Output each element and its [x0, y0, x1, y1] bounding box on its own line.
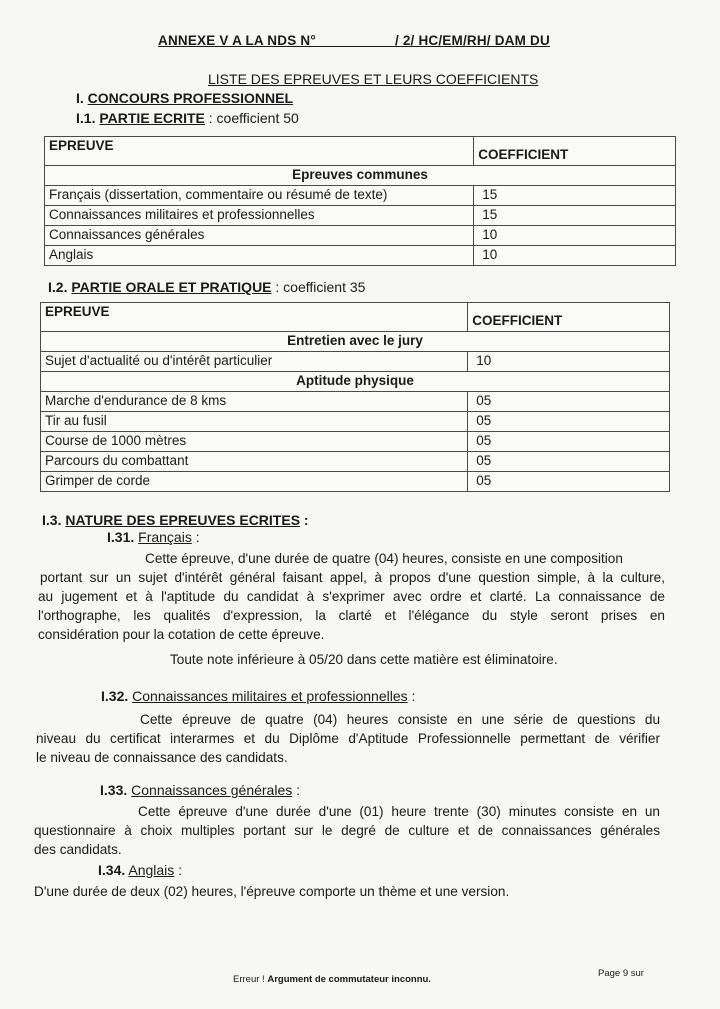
footer-error-text: Argument de commutateur inconnu.: [267, 974, 431, 985]
col-coefficient: COEFFICIENT: [468, 303, 670, 332]
epreuve-cell: Parcours du combattant: [41, 452, 468, 472]
epreuve-cell: Anglais: [45, 246, 474, 266]
table-row: [41, 472, 670, 492]
p34-line: D'une durée de deux (02) heures, l'épreuve comporte un thème et une version.: [34, 884, 510, 899]
p33-number: I.33.: [100, 782, 128, 798]
annex-header: [158, 33, 550, 48]
p34-number: I.34.: [98, 862, 126, 878]
written-table: [44, 136, 676, 266]
oral-number: I.2.: [48, 279, 68, 295]
p31-note: Toute note inférieure à 05/20 dans cette matière est éliminatoire.: [170, 652, 558, 667]
p32-line: niveau du certificat interarmes et du Diplôme d'Aptitude Professionnelle permettant de vérifier: [36, 731, 660, 746]
p32-number: I.32.: [101, 688, 129, 704]
section-title: [76, 90, 293, 106]
oral-title: PARTIE ORALE ET PRATIQUE: [71, 279, 272, 295]
group-label: Epreuves communes: [45, 166, 676, 186]
p31-line: au jugement et à l'aptitude du candidat à s'exprimer avec ordre et clarté. La connaissance de: [38, 589, 665, 604]
annex-prefix: ANNEXE V A LA NDS N°: [158, 33, 316, 48]
page-number: Page 9 sur: [598, 968, 644, 979]
coef-cell: 10: [468, 352, 670, 372]
p34-title: Anglais: [128, 862, 175, 878]
p33-line: questionnaire à choix multiples portant sur le degré de culture et de connaissances générales: [34, 823, 660, 838]
group-row: [45, 166, 676, 186]
table-header-row: [45, 137, 676, 166]
list-title: LISTE DES EPREUVES ET LEURS COEFFICIENTS: [208, 71, 539, 87]
oral-coef-text: : coefficient 35: [275, 279, 366, 295]
p32-line: le niveau de connaissance des candidats.: [36, 750, 288, 765]
p31-line: considération pour la cotation de cette épreuve.: [38, 627, 325, 642]
written-part-title: [76, 110, 299, 126]
p31-title: Français: [138, 529, 192, 545]
epreuve-cell: Connaissances militaires et professionnelles: [45, 206, 474, 226]
table-row: [45, 206, 676, 226]
table-row: [45, 186, 676, 206]
p31-line: portant sur un sujet d'intérêt général faisant appel, à propos d'une question simple, à la culture,: [40, 570, 665, 585]
coef-cell: 05: [468, 412, 670, 432]
group-label: Aptitude physique: [41, 372, 670, 392]
p31-line: l'orthographe, les qualités d'expression, la clarté et l'élégance du style seront prises en: [38, 608, 665, 623]
table-row: [45, 226, 676, 246]
table-row: [41, 432, 670, 452]
p33-heading: [100, 782, 300, 798]
group-row: [41, 332, 670, 352]
table-row: [41, 452, 670, 472]
epreuve-cell: Sujet d'actualité ou d'intérêt particulier: [41, 352, 468, 372]
p33-title: Connaissances générales: [131, 782, 293, 798]
coef-cell: 10: [474, 246, 676, 266]
p32-colon: :: [411, 688, 416, 704]
table-row: [41, 412, 670, 432]
table-row: [45, 246, 676, 266]
p31-number: I.31.: [107, 529, 135, 545]
epreuve-cell: Français (dissertation, commentaire ou résumé de texte): [45, 186, 474, 206]
coef-cell: 05: [468, 472, 670, 492]
table-row: [41, 392, 670, 412]
table-header-row: [41, 303, 670, 332]
nature-title: [42, 512, 309, 528]
written-title: PARTIE ECRITE: [99, 110, 205, 126]
group-row: [41, 372, 670, 392]
epreuve-cell: Connaissances générales: [45, 226, 474, 246]
coef-cell: 05: [468, 392, 670, 412]
footer-error: [233, 974, 431, 985]
col-epreuve: EPREUVE: [45, 137, 474, 166]
col-coefficient: COEFFICIENT: [474, 137, 676, 166]
p33-line: Cette épreuve d'une durée d'une (01) heure trente (30) minutes consiste en un: [138, 804, 660, 819]
epreuve-cell: Course de 1000 mètres: [41, 432, 468, 452]
p31-line: Cette épreuve, d'une durée de quatre (04) heures, consiste en une composition: [145, 551, 623, 566]
coef-cell: 05: [468, 432, 670, 452]
col-epreuve: EPREUVE: [41, 303, 468, 332]
oral-part-title: [48, 279, 365, 295]
p32-heading: [101, 688, 415, 704]
written-coef-text: : coefficient 50: [208, 110, 299, 126]
p31-heading: [107, 529, 200, 545]
nature-colon: :: [303, 512, 309, 528]
section-name: CONCOURS PROFESSIONNEL: [87, 90, 294, 106]
p33-line: des candidats.: [34, 842, 122, 857]
coef-cell: 10: [474, 226, 676, 246]
p32-line: Cette épreuve de quatre (04) heures consiste en une série de questions du: [140, 712, 660, 727]
nature-name: NATURE DES EPREUVES ECRITES: [65, 512, 301, 528]
group-label: Entretien avec le jury: [41, 332, 670, 352]
coef-cell: 15: [474, 186, 676, 206]
section-number: I.: [76, 90, 84, 106]
p34-colon: :: [178, 862, 183, 878]
p33-colon: :: [296, 782, 301, 798]
p34-heading: [98, 862, 182, 878]
nature-number: I.3.: [42, 512, 62, 528]
epreuve-cell: Grimper de corde: [41, 472, 468, 492]
p31-colon: :: [195, 529, 200, 545]
epreuve-cell: Tir au fusil: [41, 412, 468, 432]
annex-suffix: / 2/ HC/EM/RH/ DAM DU: [394, 33, 550, 48]
footer-error-label: Erreur !: [233, 974, 265, 985]
coef-cell: 05: [468, 452, 670, 472]
coef-cell: 15: [474, 206, 676, 226]
p32-title: Connaissances militaires et professionnelles: [132, 688, 408, 704]
table-row: [41, 352, 670, 372]
epreuve-cell: Marche d'endurance de 8 kms: [41, 392, 468, 412]
oral-table: [40, 302, 670, 492]
written-number: I.1.: [76, 110, 96, 126]
